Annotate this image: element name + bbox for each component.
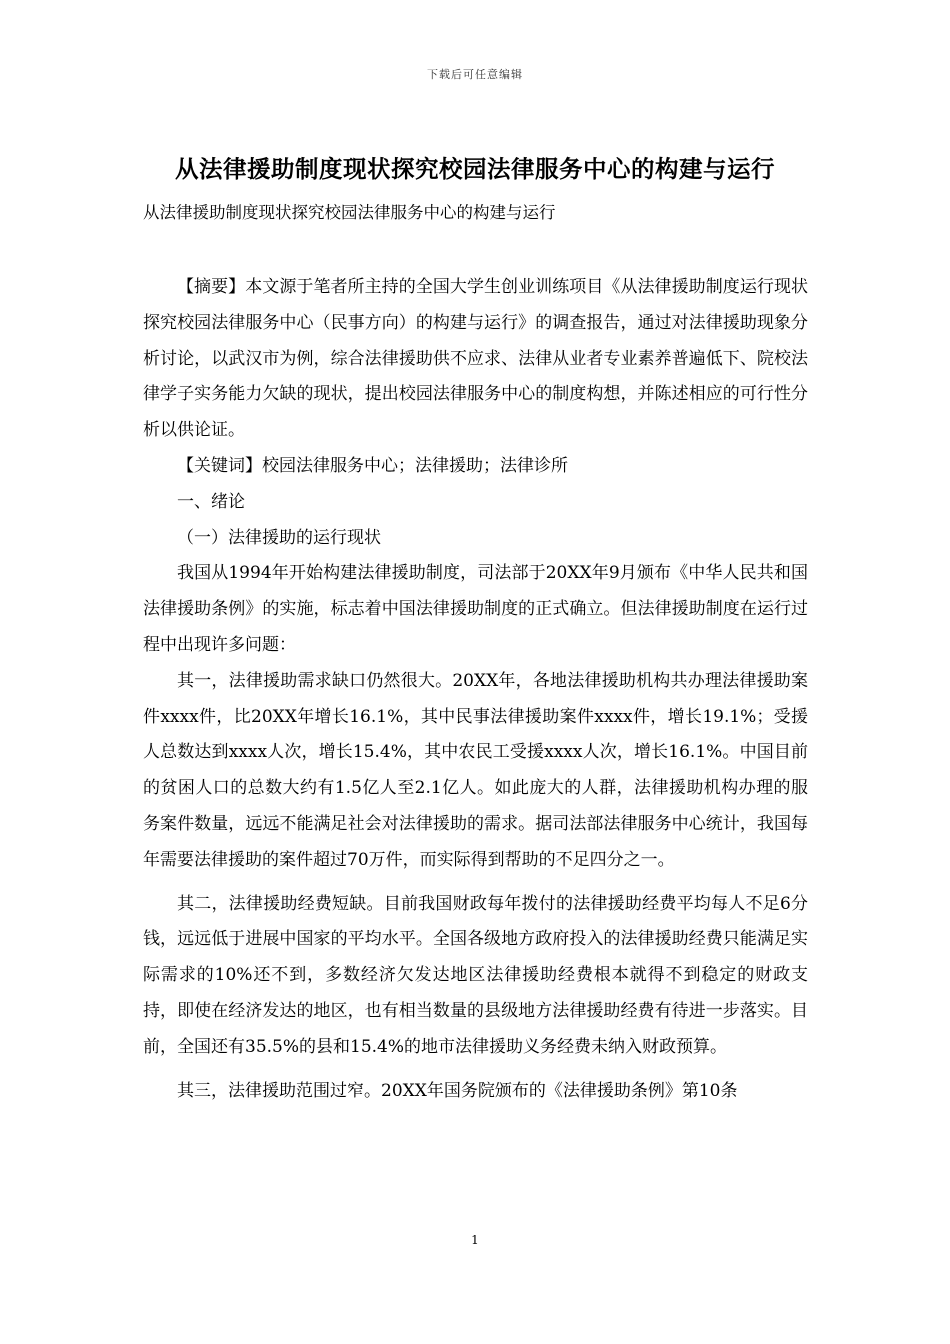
header-note: 下载后可任意编辑 [427,68,523,81]
body-paragraph: 我国从1994年开始构建法律援助制度，司法部于20XX年9月颁布《中华人民共和国法律援助条例》的实施，标志着中国法律援助制度的正式确立。但法律援助制度在运行过程中出现许多问题： [143,563,808,655]
keywords-paragraph: 【关键词】校园法律服务中心；法律援助；法律诊所 [177,455,568,476]
body-paragraph: 其二，法律援助经费短缺。目前我国财政每年拨付的法律援助经费平均每人不足6分钱，远远低于进展中国家的平均水平。全国各级地方政府投入的法律援助经费只能满足实际需求的10%还不到，多数经济欠发达地区法律援助经费根本就得不到稳定的财政支持，即使在经济发达的地区，也有相当数量的县级地方法律援助经费有待进一步落实。目前，全国还有35.5%的县和15.4%的地市法律援助义务经费未纳入财政预算。 [143,893,808,1057]
document-subtitle: 从法律援助制度现状探究校园法律服务中心的构建与运行 [143,203,556,222]
abstract-paragraph: 【摘要】本文源于笔者所主持的全国大学生创业训练项目《从法律援助制度运行现状探究校园法律服务中心（民事方向）的构建与运行》的调查报告，通过对法律援助现象分析讨论，以武汉市为例，综合法律援助供不应求、法律从业者专业素养普遍低下、院校法律学子实务能力欠缺的现状，提出校园法律服务中心的制度构想，并陈述相应的可行性分析以供论证。 [143,277,808,441]
body-paragraph: 其一，法律援助需求缺口仍然很大。20XX年，各地法律援助机构共办理法律援助案件xxxx件，比20XX年增长16.1%，其中民事法律援助案件xxxx件，增长19.1%；受援人总数达到xxxx人次，增长15.4%，其中农民工受援xxxx人次，增长16.1%。中国目前的贫困人口的总数大约有1.5亿人至2.1亿人。如此庞大的人群，法律援助机构办理的服务案件数量，远远不能满足社会对法律援助的需求。据司法部法律服务中心统计，我国每年需要法律援助的案件超过70万件，而实际得到帮助的不足四分之一。 [143,670,808,870]
section-heading: 一、绪论 [177,491,245,512]
document-body [143,270,808,1109]
subsection-heading: （一）法律援助的运行现状 [177,527,381,548]
document-title: 从法律援助制度现状探究校园法律服务中心的构建与运行 [175,155,775,183]
body-paragraph: 其三，法律援助范围过窄。20XX年国务院颁布的《法律援助条例》第10条 [177,1080,738,1101]
page-number: 1 [471,1233,479,1247]
